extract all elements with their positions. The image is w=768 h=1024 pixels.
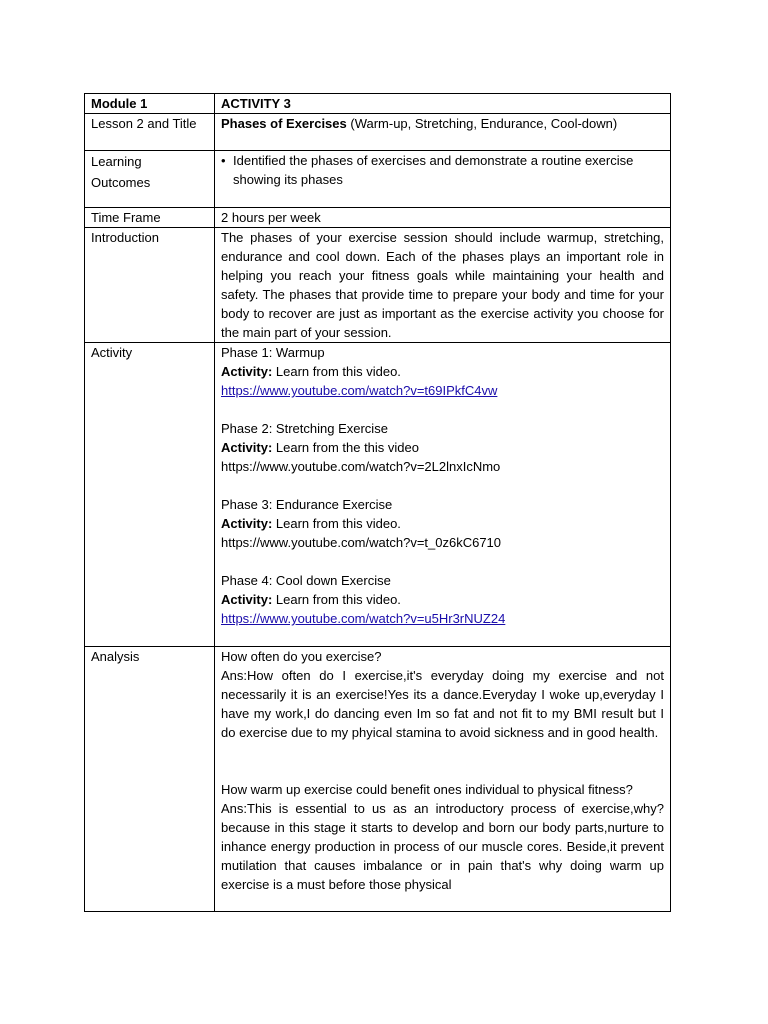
lesson-row (85, 114, 671, 151)
outcomes-label-line2: Outcomes (91, 175, 151, 190)
analysis-row (85, 647, 671, 912)
introduction-text: The phases of your exercise session should include warmup, stretching, endurance and cool down. Each of the phases plays an important role in helping you reach your fitness goals while maintaining your health and safety. The phases that provide time to prepare your body and time for your body to recover are just as important as the exercise activity you choose for the main part of your session. (215, 228, 671, 343)
phase-1-title: Phase 1: Warmup (221, 345, 325, 360)
phase-4 (221, 571, 664, 628)
activity-table (84, 93, 671, 912)
activity-label: Activity (85, 343, 215, 647)
analysis-question-1: How often do you exercise? (221, 649, 382, 664)
phase-3-title: Phase 3: Endurance Exercise (221, 497, 393, 512)
analysis-clip (221, 647, 664, 911)
phase-1-video-link[interactable]: https://www.youtube.com/watch?v=t69IPkfC4vw (221, 383, 498, 398)
phase-2-activity-label: Activity: (221, 440, 273, 455)
timeframe-label: Time Frame (85, 208, 215, 228)
analysis-answer-1: Ans:How often do I exercise,it's everyday doing my exercise and not necessarily it is an exercise!Yes its a dance.Everyday I woke up,everyday I have my work,I do dancing even Im so fat and not fit to my BMI result but I do exercise due to my phyical stamina to avoid sickness and in good health. (221, 668, 664, 740)
phase-3-video-url: https://www.youtube.com/watch?v=t_0z6kC6710 (221, 535, 502, 550)
timeframe-value: 2 hours per week (215, 208, 671, 228)
phase-4-activity-text: Learn from this video. (272, 592, 401, 607)
phase-1-activity (221, 362, 664, 381)
phase-4-video-link[interactable]: https://www.youtube.com/watch?v=u5Hr3rNUZ24 (221, 611, 506, 626)
outcomes-content (215, 151, 671, 208)
lesson-title-rest: (Warm-up, Stretching, Endurance, Cool-down) (346, 116, 618, 131)
phase-2-video-url: https://www.youtube.com/watch?v=2L2lnxIcNmo (221, 459, 501, 474)
phase-1-activity-label: Activity: (221, 364, 273, 379)
analysis-content (215, 647, 671, 912)
introduction-label: Introduction (85, 228, 215, 343)
lesson-title-bold: Phases of Exercises (221, 116, 347, 131)
analysis-answer-2: Ans:This is essential to us as an introductory process of exercise,why? because in this stage it starts to develop and born our body parts,nurture to inhance energy production in process of our muscle cores. Beside,it prevent mutilation that causes imbalance or in pain that's why doing warm up exercise is a must before those physical (221, 801, 664, 892)
activity-number: ACTIVITY 3 (215, 94, 671, 114)
phase-2-title: Phase 2: Stretching Exercise (221, 421, 388, 436)
phase-4-title: Phase 4: Cool down Exercise (221, 573, 391, 588)
outcome-text: Identified the phases of exercises and demonstrate a routine exercise showing its phases (233, 153, 634, 187)
phase-2 (221, 419, 664, 476)
introduction-row (85, 228, 671, 343)
analysis-question-2: How warm up exercise could benefit ones individual to physical fitness? (221, 782, 633, 797)
timeframe-row (85, 208, 671, 228)
activity-row (85, 343, 671, 647)
lesson-title (215, 114, 671, 151)
analysis-label: Analysis (85, 647, 215, 912)
outcomes-label (85, 151, 215, 208)
phase-3-activity (221, 514, 664, 533)
lesson-label: Lesson 2 and Title (85, 114, 215, 151)
outcomes-label-line1: Learning (91, 154, 142, 169)
phase-1-activity-text: Learn from this video. (272, 364, 401, 379)
phase-4-activity (221, 590, 664, 609)
module-row (85, 94, 671, 114)
activity-content (215, 343, 671, 647)
bullet-icon: • (221, 153, 226, 168)
phase-3-activity-text: Learn from this video. (272, 516, 401, 531)
outcome-bullet-item (221, 151, 664, 189)
phase-3-activity-label: Activity: (221, 516, 273, 531)
phase-3 (221, 495, 664, 552)
phase-2-activity-text: Learn from the this video (272, 440, 419, 455)
module-label: Module 1 (85, 94, 215, 114)
phase-2-activity (221, 438, 664, 457)
phase-1 (221, 343, 664, 400)
phase-4-activity-label: Activity: (221, 592, 273, 607)
outcomes-row (85, 151, 671, 208)
